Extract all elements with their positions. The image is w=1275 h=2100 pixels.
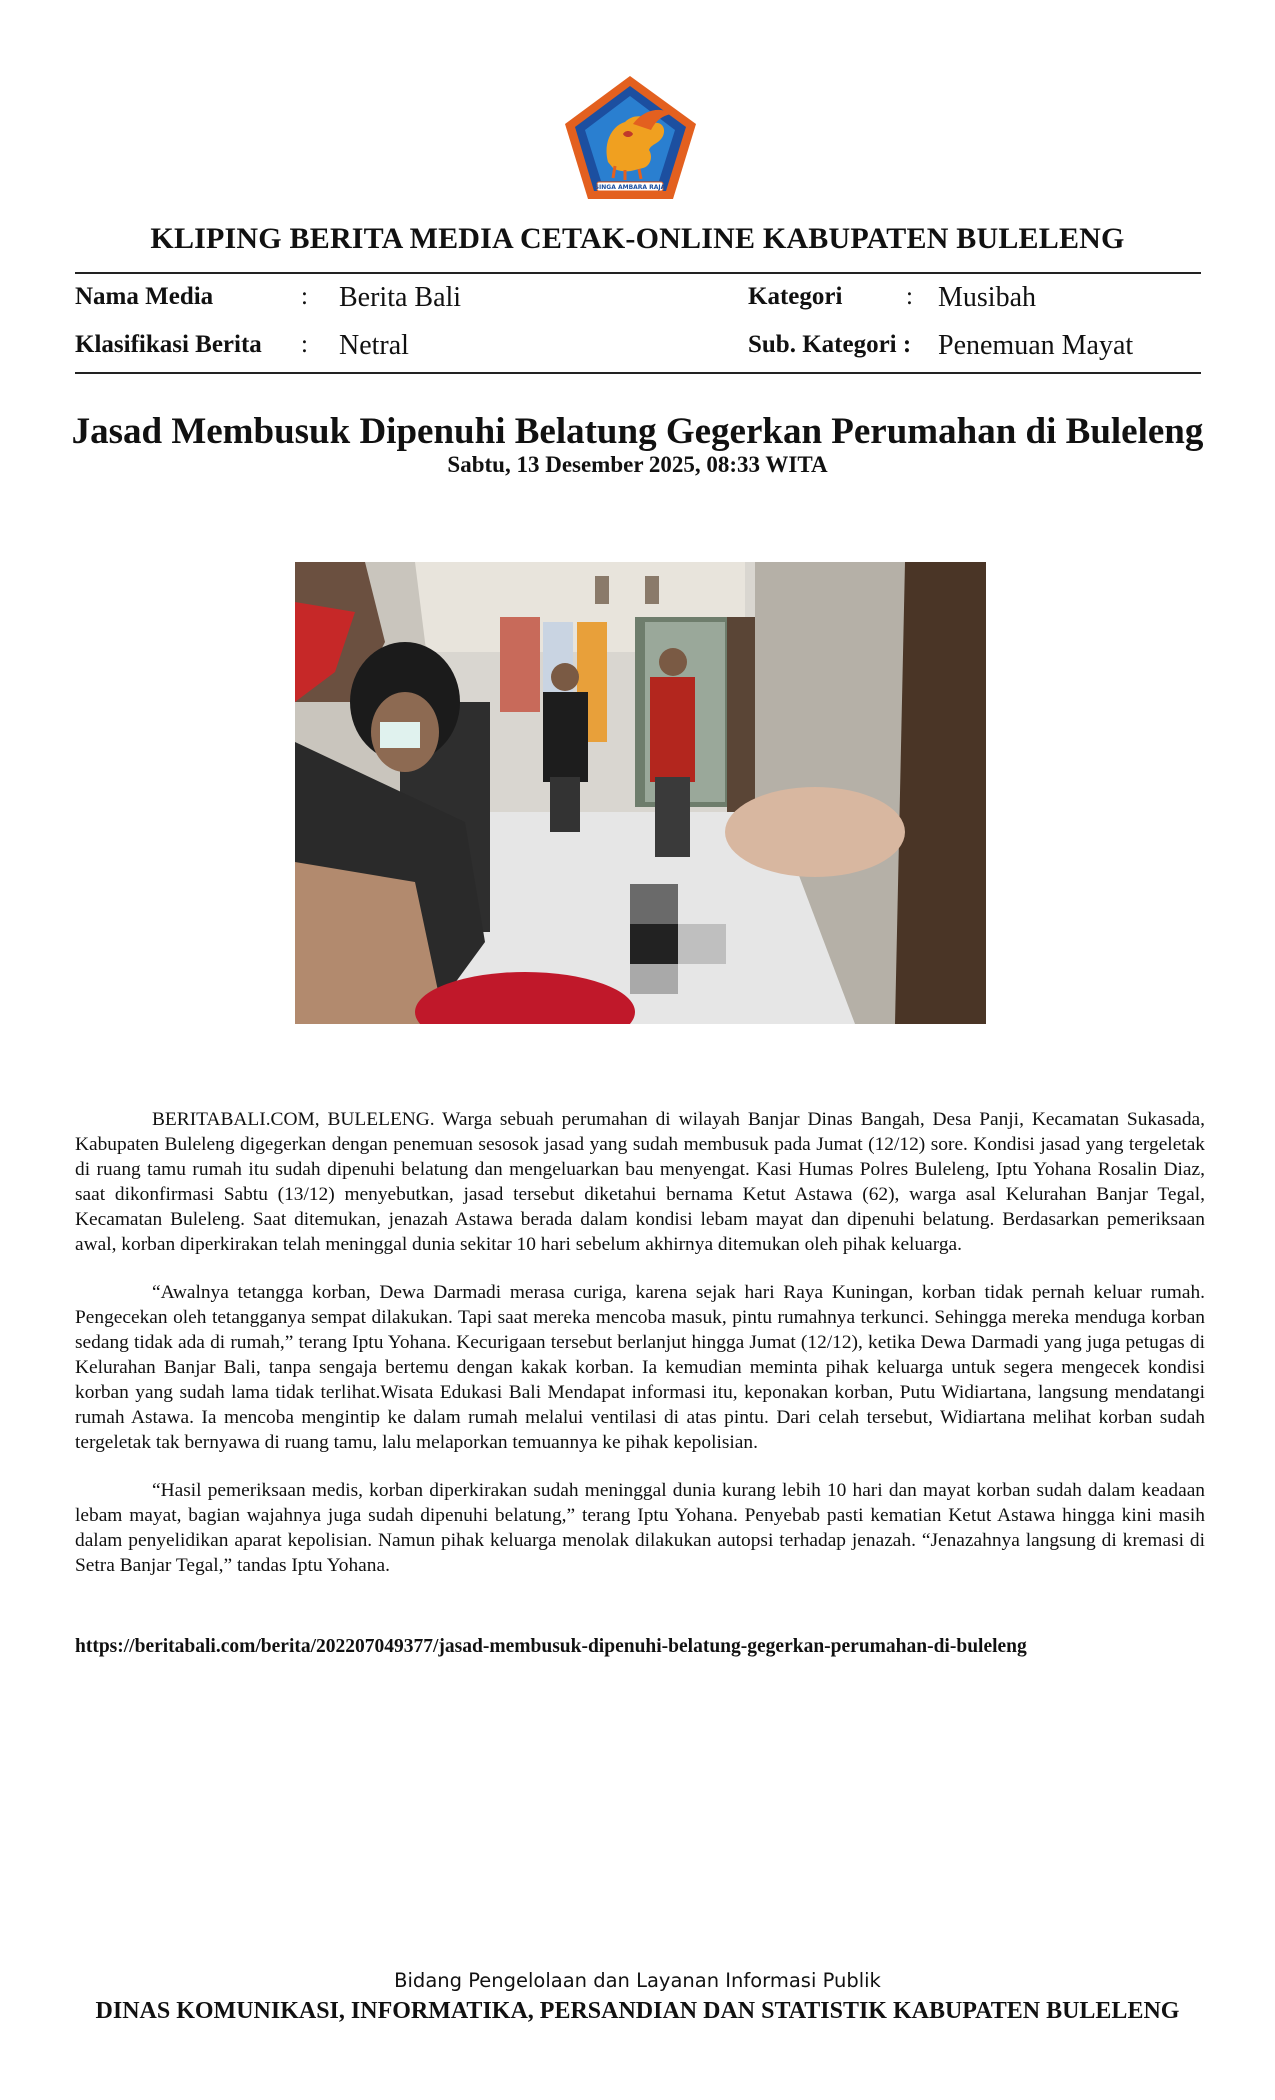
subcategory-label: Sub. Kategori :	[748, 331, 912, 358]
source-url-link[interactable]: https://beritabali.com/berita/202207049377/jasad-membusuk-dipenuhi-belatung-gegerkan-perumahan-di-buleleng	[75, 1636, 1027, 1657]
category-colon: :	[906, 283, 913, 310]
article-paragraph-1: BERITABALI.COM, BULELENG. Warga sebuah perumahan di wilayah Banjar Dinas Bangah, Desa Panji, Kecamatan Sukasada, Kabupaten Buleleng digegerkan dengan penemuan sesosok jasad yang sudah membusuk pada Jumat (12/12) sore. Kondisi jasad yang tergeletak di ruang tamu rumah itu sudah dipenuhi belatung dan mengeluarkan bau menyengat. Kasi Humas Polres Buleleng, Iptu Yohana Rosalin Diaz, saat dikonfirmasi Sabtu (13/12) menyebutkan, jasad tersebut diketahui bernama Ketut Astawa (62), warga asal Kelurahan Banjar Tegal, Kecamatan Buleleng. Saat ditemukan, jenazah Astawa berada dalam kondisi lebam mayat dan dipenuhi belatung. Berdasarkan pemeriksaan awal, korban diperkirakan telah meninggal dunia sekitar 10 hari sebelum akhirnya ditemukan oleh pihak keluarga.	[75, 1109, 1205, 1255]
buleleng-crest-icon	[563, 74, 698, 202]
article-paragraph-3: “Hasil pemeriksaan medis, korban diperkirakan sudah meninggal dunia kurang lebih 10 hari dan mayat korban sudah dalam keadaan lebam mayat, bagian wajahnya juga sudah dipenuhi belatung,” terang Iptu Yohana. Penyebab pasti kematian Ketut Astawa hingga kini masih dalam penyelidikan aparat kepolisian. Namun pihak keluarga menolak dilakukan autopsi terhadap jenazah. “Jenazahnya langsung di kremasi di Setra Banjar Tegal,” tandas Iptu Yohana.	[75, 1480, 1205, 1576]
divider-top	[75, 272, 1201, 274]
media-label: Nama Media	[75, 283, 214, 310]
category-value: Musibah	[938, 282, 1036, 313]
article-paragraph-2: “Awalnya tetangga korban, Dewa Darmadi merasa curiga, karena sejak hari Raya Kuningan, korban tidak pernah keluar rumah. Pengecekan oleh tetangganya sempat dilakukan. Tapi saat mereka mencoba masuk, pintu rumahnya terkunci. Sehingga mereka menduga korban sedang tidak ada di rumah,” terang Iptu Yohana. Kecurigaan tersebut berlanjut hingga Jumat (12/12), ketika Dewa Darmadi yang juga petugas di Kelurahan Banjar Bali, tanpa sengaja bertemu dengan kakak korban. Ia kemudian meminta pihak keluarga untuk segera mengecek kondisi korban yang sudah lama tidak terlihat.Wisata Edukasi Bali Mendapat informasi itu, keponakan korban, Putu Widiartana, langsung mendatangi rumah Astawa. Ia mencoba mengintip ke dalam rumah melalui ventilasi di atas pintu. Dari celah tersebut, Widiartana melihat korban sudah tergeletak tak bernyawa di ruang tamu, lalu melaporkan temuannya ke pihak kepolisian.	[75, 1282, 1205, 1453]
classification-colon: :	[301, 331, 308, 358]
document-title: KLIPING BERITA MEDIA CETAK-ONLINE KABUPATEN BULELENG	[150, 222, 1125, 255]
category-label: Kategori	[748, 283, 843, 310]
svg-text:SINGA AMBARA RAJA: SINGA AMBARA RAJA	[594, 184, 666, 191]
footer-department: Bidang Pengelolaan dan Layanan Informasi Publik	[394, 1969, 881, 1992]
classification-value: Netral	[339, 330, 409, 361]
footer-agency: DINAS KOMUNIKASI, INFORMATIKA, PERSANDIAN DAN STATISTIK KABUPATEN BULELENG	[95, 1998, 1180, 2024]
article-body	[75, 1107, 1205, 1601]
media-value: Berita Bali	[339, 282, 462, 313]
subcategory-value: Penemuan Mayat	[938, 330, 1134, 361]
article-headline: Jasad Membusuk Dipenuhi Belatung Gegerkan Perumahan di Buleleng	[71, 411, 1204, 452]
article-dateline: Sabtu, 13 Desember 2025, 08:33 WITA	[447, 452, 828, 477]
media-colon: :	[301, 283, 308, 310]
divider-bottom	[75, 372, 1201, 374]
classification-label: Klasifikasi Berita	[75, 331, 262, 358]
news-photo	[295, 562, 986, 1024]
